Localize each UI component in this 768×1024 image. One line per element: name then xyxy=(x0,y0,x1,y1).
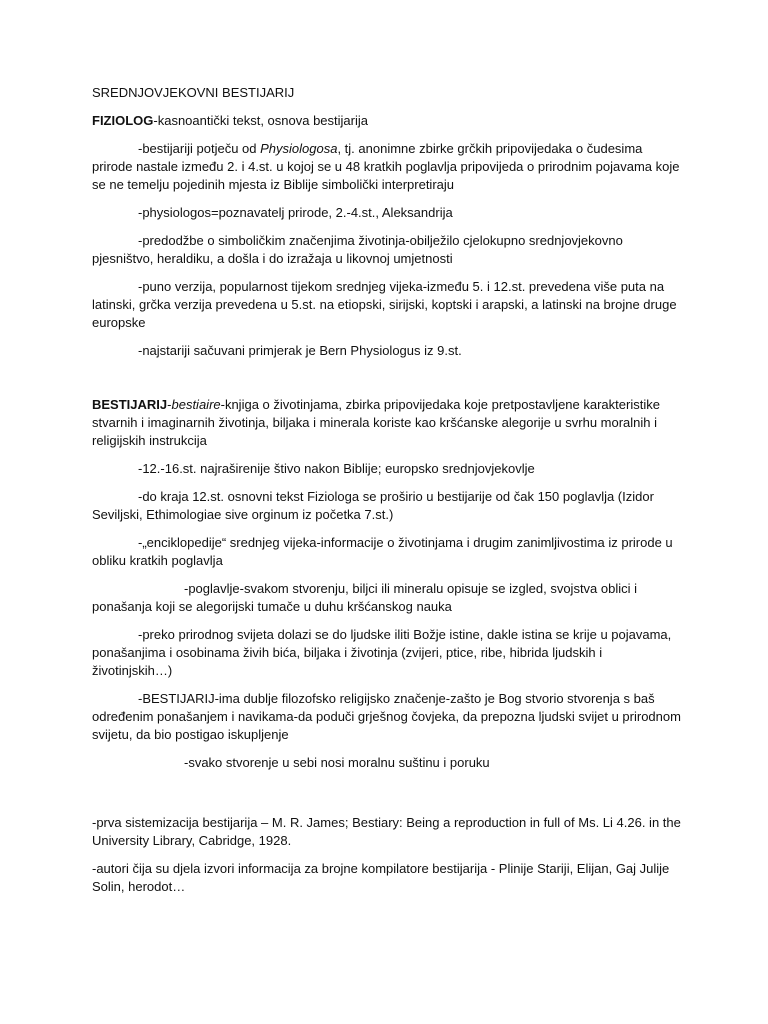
fiziolog-definition xyxy=(92,112,682,130)
physiologosa-italic: Physiologosa xyxy=(260,141,338,156)
fiziolog-paragraph-3: -predodžbe o simboličkim značenjima životinja-obilježilo cjelokupno srednjovjekovno pjesništvo, heraldiku, a došla i do izražaja u likovnoj umjetnosti xyxy=(92,233,623,266)
bestijarij-term-separator: - xyxy=(167,397,172,412)
bestijarij-paragraph-5: -preko prirodnog svijeta dolazi se do ljudske iliti Božje istine, dakle istina se krije u pojavama, ponašanjima i osobinama živih bića, biljaka i životinja (zvijeri, ptice, ribe, hibrida ljudskih i životinjskih…) xyxy=(92,627,672,678)
fiziolog-p1-text-b: , tj. anonimne zbirke grčkih pripovijedaka o čudesima prirode nastale između 2. i 4.st. u kojoj se u 48 kratkih poglavlja pripovijeda o prirodnim pojavama koje se ne temelju pojedinih mjesta iz Biblije simbolički interpretiraju xyxy=(92,141,680,192)
note-paragraph-2: -autori čija su djela izvori informacija za brojne kompilatore bestijarija - Plinije Stariji, Elijan, Gaj Julije Solin, herodot… xyxy=(92,861,670,894)
fiziolog-p1-text-a: -bestijariji potječu od xyxy=(138,141,261,156)
fiziolog-def-text: -kasnoantički tekst, osnova bestijarija xyxy=(153,113,368,128)
bestijarij-paragraph-4: -poglavlje-svakom stvorenju, biljci ili mineralu opisuje se izgled, svojstva oblici i ponašanja koji se alegorijski tumače u duhu kršćanskog nauka xyxy=(92,581,638,614)
bestiaire-italic: bestiaire xyxy=(171,397,221,412)
fiziolog-paragraph-1 xyxy=(92,140,682,194)
section-spacer xyxy=(92,782,682,814)
fiziolog-paragraph-4: -puno verzija, popularnost tijekom srednjeg vijeka-između 5. i 12.st. prevedena više puta na latinski, grčka verzija prevedena u 5.st. na etiopski, sirijski, koptski i arapski, a latinski na brojne druge europske xyxy=(92,279,677,330)
document-title: SREDNJOVJEKOVNI BESTIJARIJ xyxy=(92,85,295,100)
fiziolog-paragraph-5: -najstariji sačuvani primjerak je Bern Physiologus iz 9.st. xyxy=(138,343,462,358)
document-body xyxy=(92,84,682,906)
note-paragraph-1: -prva sistemizacija bestijarija – M. R. James; Bestiary: Being a reproduction in full of Ms. Li 4.26. in the University Library, Cabridge, 1928. xyxy=(92,815,681,848)
bestijarij-paragraph-3: -„enciklopedije“ srednjeg vijeka-informacije o životinjama i drugim zanimljivostima iz prirode u obliku kratkih poglavlja xyxy=(92,535,673,568)
bestijarij-definition xyxy=(92,396,682,450)
bestijarij-paragraph-1: -12.-16.st. najraširenije štivo nakon Biblije; europsko srednjovjekovlje xyxy=(138,461,535,476)
fiziolog-term: FIZIOLOG xyxy=(92,113,154,128)
bestijarij-term: BESTIJARIJ xyxy=(92,397,168,412)
bestijarij-def-text: -knjiga o životinjama, zbirka pripovijedaka koje pretpostavljene karakteristike stvarnih i imaginarnih životinja, biljaka i minerala koriste kao kršćanske alegorije u svrhu moralnih i religijskih instrukcija xyxy=(92,397,660,448)
fiziolog-paragraph-2: -physiologos=poznavatelj prirode, 2.-4.st., Aleksandrija xyxy=(138,205,453,220)
bestijarij-paragraph-6: -BESTIJARIJ-ima dublje filozofsko religijsko značenje-zašto je Bog stvorio stvorenja s baš određenim ponašanjem i navikama-da poduči grješnog čovjeka, da prepozna ljudski svijet u prirodnom svijetu, da bio postigao iskupljenje xyxy=(92,691,681,742)
bestijarij-paragraph-2: -do kraja 12.st. osnovni tekst Fiziologa se proširio u bestijarije od čak 150 poglavlja (Izidor Seviljski, Ethimologiae sive orginum iz početka 7.st.) xyxy=(92,489,654,522)
section-spacer xyxy=(92,370,682,396)
bestijarij-paragraph-7: -svako stvorenje u sebi nosi moralnu suštinu i poruku xyxy=(184,755,490,770)
